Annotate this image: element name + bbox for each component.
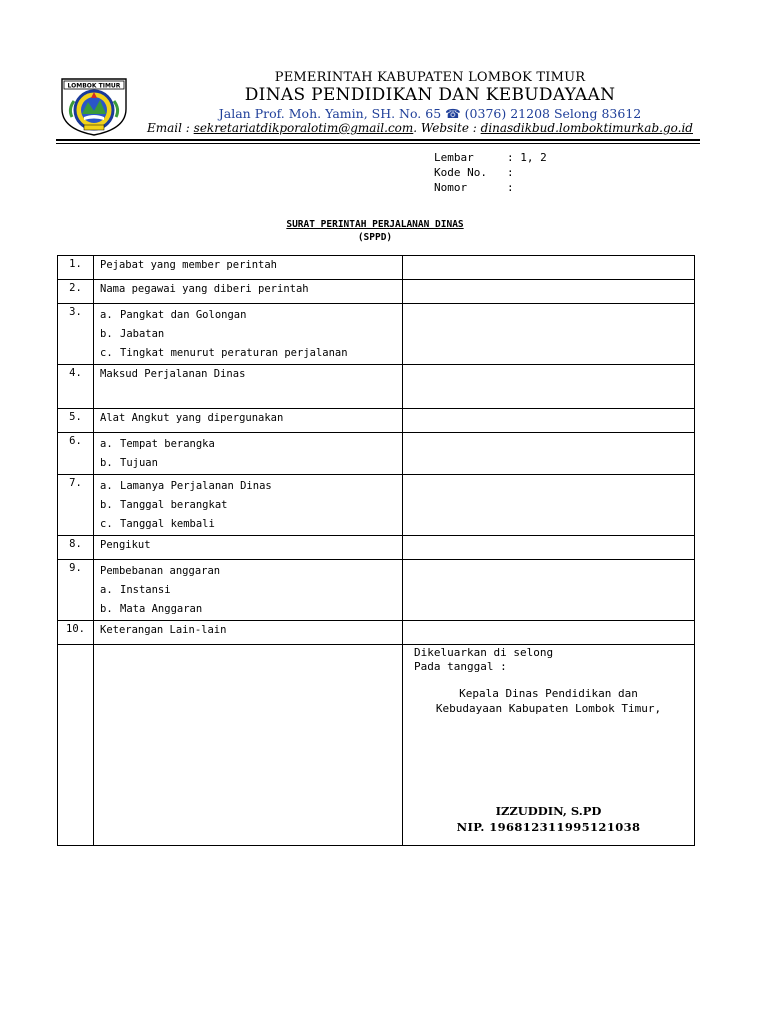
letterhead-address: Jalan Prof. Moh. Yamin, SH. No. 65 ☎ (0376) 21208 Selong 83612	[218, 106, 642, 121]
row-number: 1.	[58, 256, 94, 280]
form-row	[58, 433, 695, 475]
row-number: 9.	[58, 560, 94, 621]
subitem-label: Tempat berangka	[120, 438, 215, 450]
row-item	[94, 536, 403, 560]
row-item	[94, 433, 403, 475]
subitem-letter: b.	[100, 328, 113, 340]
subitem-label: Tanggal berangkat	[120, 499, 228, 511]
subitem-label: Tujuan	[120, 457, 158, 469]
row-subitem	[100, 304, 402, 326]
row-subitem	[100, 326, 402, 345]
row-subitem	[100, 345, 402, 364]
letterhead-department: DINAS PENDIDIKAN DAN KEBUDAYAAN	[244, 85, 616, 105]
row-subitem	[100, 582, 402, 601]
meta-value: : 1, 2	[507, 151, 547, 164]
meta-label: Nomor	[434, 181, 468, 194]
row-value-field[interactable]	[403, 475, 695, 536]
form-row	[58, 365, 695, 409]
row-number: 2.	[58, 280, 94, 304]
meta-value: :	[507, 181, 514, 194]
row-value-field[interactable]	[403, 304, 695, 365]
signer-name: IZZUDDIN, S.PD	[495, 804, 602, 818]
subitem-letter: c.	[100, 347, 113, 359]
row-item	[94, 280, 403, 304]
svg-text:LOMBOK TIMUR: LOMBOK TIMUR	[67, 82, 121, 90]
row-item	[94, 409, 403, 433]
form-row	[58, 621, 695, 645]
meta-label: Kode No.	[434, 166, 487, 179]
title-main: SURAT PERINTAH PERJALANAN DINAS	[286, 219, 464, 230]
row-label: Pembebanan anggaran	[100, 565, 221, 577]
website-link[interactable]: dinasdikbud.lomboktimurkab.go.id	[480, 121, 693, 135]
meta-value: :	[507, 166, 514, 179]
letterhead-divider-thin	[56, 143, 700, 144]
row-number: 10.	[58, 621, 94, 645]
row-subitem	[100, 433, 402, 455]
subitem-letter: b.	[100, 499, 113, 511]
row-subitem	[100, 475, 402, 497]
email-label: Email :	[147, 121, 194, 135]
subitem-letter: a.	[100, 309, 113, 321]
subitem-label: Instansi	[120, 584, 171, 596]
subitem-label: Tingkat menurut peraturan perjalanan	[120, 347, 348, 359]
subitem-letter: c.	[100, 518, 113, 530]
issued-date: Pada tanggal :	[414, 660, 507, 673]
row-label: Alat Angkut yang dipergunakan	[100, 412, 284, 424]
meta-row-nomor	[434, 180, 547, 195]
subitem-letter: a.	[100, 438, 113, 450]
subitem-letter: b.	[100, 457, 113, 469]
row-item	[94, 304, 403, 365]
row-number: 8.	[58, 536, 94, 560]
document-meta	[434, 150, 547, 195]
subitem-label: Lamanya Perjalanan Dinas	[120, 480, 272, 492]
letterhead-contact	[140, 121, 700, 135]
row-value-field[interactable]	[403, 433, 695, 475]
row-value-field[interactable]	[403, 280, 695, 304]
row-item	[94, 256, 403, 280]
row-item	[94, 621, 403, 645]
signer-position-line1: Kepala Dinas Pendidikan dan	[459, 687, 638, 700]
document-title	[200, 218, 550, 244]
subitem-letter: a.	[100, 584, 113, 596]
form-row	[58, 280, 695, 304]
row-number: 3.	[58, 304, 94, 365]
subitem-letter: a.	[100, 480, 113, 492]
website-label: . Website :	[413, 121, 481, 135]
form-row	[58, 256, 695, 280]
form-row	[58, 304, 695, 365]
row-number: 4.	[58, 365, 94, 409]
email-link[interactable]: sekretariatdikporalotim@gmail.com	[193, 121, 414, 135]
title-abbreviation: (SPPD)	[357, 232, 393, 243]
meta-row-lembar	[434, 150, 547, 165]
row-subitem	[100, 516, 402, 535]
subitem-label: Pangkat dan Golongan	[120, 309, 247, 321]
form-row	[58, 536, 695, 560]
signature-block	[403, 645, 695, 846]
subitem-label: Jabatan	[120, 328, 165, 340]
meta-label: Lembar	[434, 151, 474, 164]
row-subitem	[100, 455, 402, 474]
row-number: 5.	[58, 409, 94, 433]
subitem-label: Tanggal kembali	[120, 518, 215, 530]
row-value-field[interactable]	[403, 621, 695, 645]
form-row	[58, 475, 695, 536]
row-number: 7.	[58, 475, 94, 536]
row-item	[94, 475, 403, 536]
issued-place: Dikeluarkan di selong	[414, 646, 554, 659]
signer-nip: NIP. 196812311995121038	[456, 820, 641, 834]
row-subitem	[100, 497, 402, 516]
letterhead-government: PEMERINTAH KABUPATEN LOMBOK TIMUR	[274, 70, 586, 85]
signer-position-line2: Kebudayaan Kabupaten Lombok Timur,	[435, 702, 662, 715]
row-label: Keterangan Lain-lain	[100, 624, 227, 636]
row-value-field[interactable]	[403, 536, 695, 560]
letterhead-divider-thick	[56, 139, 700, 141]
row-number: 6.	[58, 433, 94, 475]
lombok-timur-emblem	[58, 73, 130, 137]
row-value-field[interactable]	[403, 409, 695, 433]
subitem-label: Mata Anggaran	[120, 603, 203, 615]
row-label: Pejabat yang member perintah	[100, 259, 278, 271]
row-label: Pengikut	[100, 539, 151, 551]
sppd-form-table	[57, 255, 695, 846]
meta-row-kode	[434, 165, 547, 180]
row-label: Maksud Perjalanan Dinas	[100, 368, 246, 380]
signature-row	[58, 645, 695, 846]
subitem-letter: b.	[100, 603, 113, 615]
row-label: Nama pegawai yang diberi perintah	[100, 283, 309, 295]
row-value-field[interactable]	[403, 365, 695, 409]
row-item	[94, 365, 403, 409]
row-value-field[interactable]	[403, 256, 695, 280]
form-row	[58, 560, 695, 621]
row-item	[94, 560, 403, 621]
form-row	[58, 409, 695, 433]
row-value-field[interactable]	[403, 560, 695, 621]
row-subitem	[100, 601, 402, 620]
